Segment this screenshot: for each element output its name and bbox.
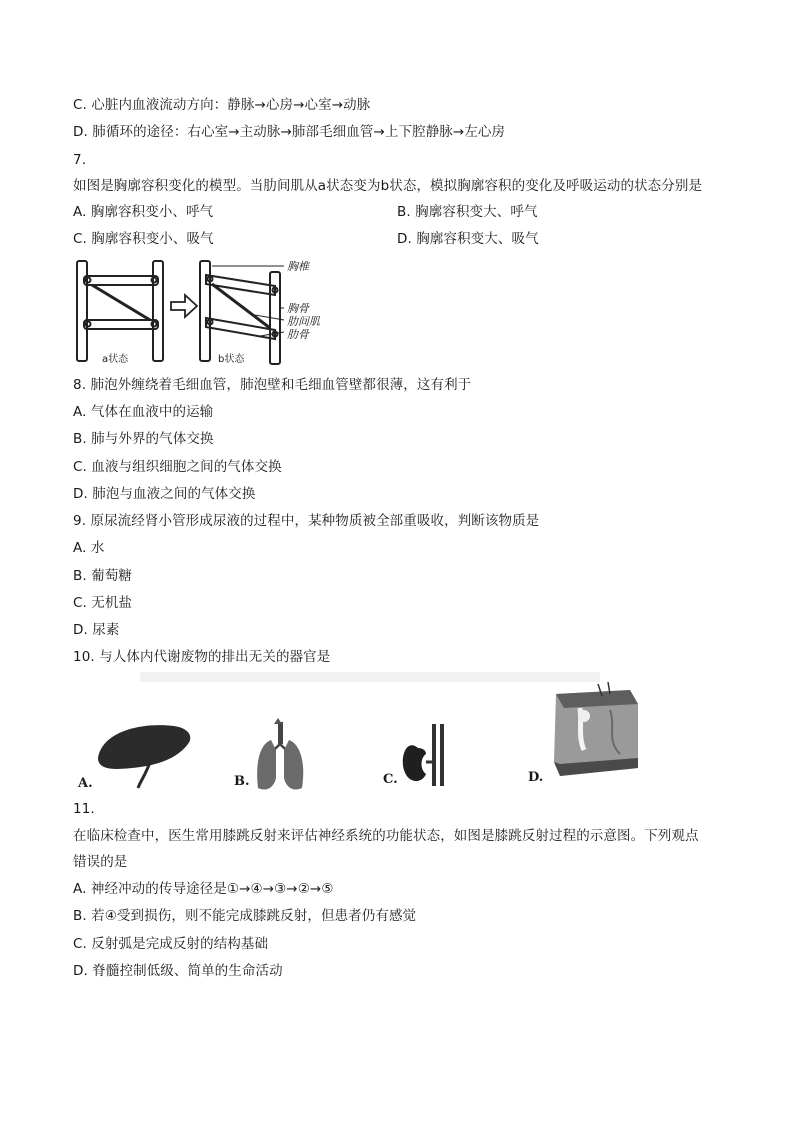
q7-option-a: A. 胸廓容积变小、呼气 — [73, 204, 214, 220]
liver-image — [98, 725, 190, 788]
transition-arrow-icon — [171, 295, 197, 317]
label-a-state: a状态 — [102, 354, 129, 365]
q6-option-d: D. 肺循环的途径：右心室→主动脉→肺部毛细血管→上下腔静脉→左心房 — [73, 124, 506, 140]
label-spine: 胸椎 — [287, 260, 309, 273]
label-intercostal: 肋间肌 — [287, 315, 320, 328]
q10-option-c-label: C. — [383, 772, 398, 787]
q10-option-b-label: B. — [234, 774, 250, 789]
q10-organs-figure — [70, 670, 670, 795]
q11-option-b: B. 若④受到损伤，则不能完成膝跳反射，但患者仍有感觉 — [73, 908, 417, 924]
q7-option-c: C. 胸廓容积变小、吸气 — [73, 231, 214, 247]
q9-option-c: C. 无机盐 — [73, 595, 133, 611]
skin-block-image — [554, 682, 638, 776]
q11-option-d: D. 脊髓控制低级、简单的生命活动 — [73, 963, 283, 979]
kidney-image — [403, 724, 444, 786]
q11-stem-line2: 错误的是 — [73, 854, 128, 870]
q7-number: 7. — [73, 152, 87, 168]
q11-stem-line1: 在临床检查中，医生常用膝跳反射来评估神经系统的功能状态，如图是膝跳反射过程的示意图。下列观点 — [73, 828, 699, 844]
q8-option-b: B. 肺与外界的气体交换 — [73, 431, 214, 447]
b-lower-rib — [206, 318, 275, 339]
q7-option-b: B. 胸廓容积变大、呼气 — [397, 204, 538, 220]
q8-option-d: D. 肺泡与血液之间的气体交换 — [73, 486, 256, 502]
label-rib: 肋骨 — [287, 328, 309, 341]
lungs-image — [257, 718, 303, 790]
q9-option-b: B. 葡萄糖 — [73, 568, 132, 584]
q9-stem: 9. 原尿流经肾小管形成尿液的过程中，某种物质被全部重吸收，判断该物质是 — [73, 513, 540, 529]
q10-stem: 10. 与人体内代谢废物的排出无关的器官是 — [73, 649, 331, 665]
a-lower-rib — [84, 320, 158, 329]
q11-option-c: C. 反射弧是完成反射的结构基础 — [73, 936, 269, 952]
q9-option-d: D. 尿素 — [73, 622, 120, 638]
label-b-state: b状态 — [218, 354, 245, 365]
q6-option-c: C. 心脏内血液流动方向：静脉→心房→心室→动脉 — [73, 97, 371, 113]
q7-thorax-model-figure — [70, 258, 360, 368]
b-upper-rib — [206, 275, 275, 295]
q8-option-a: A. 气体在血液中的运输 — [73, 404, 214, 420]
a-upper-rib — [84, 276, 158, 285]
q10-option-a-label: A. — [78, 776, 93, 791]
q8-option-c: C. 血液与组织细胞之间的气体交换 — [73, 459, 282, 475]
q7-option-d: D. 胸廓容积变大、吸气 — [397, 231, 539, 247]
q8-stem: 8. 肺泡外缠绕着毛细血管，肺泡壁和毛细血管壁都很薄，这有利于 — [73, 377, 472, 393]
q11-number: 11. — [73, 801, 95, 817]
q10-option-d-label: D. — [528, 770, 544, 785]
q9-option-a: A. 水 — [73, 540, 105, 556]
a-intercostal — [92, 285, 150, 320]
q11-option-a: A. 神经冲动的传导途径是①→④→③→②→⑤ — [73, 881, 334, 897]
label-sternum: 胸骨 — [287, 302, 309, 315]
q7-stem: 如图是胸廓容积变化的模型。当肋间肌从a状态变为b状态，模拟胸廓容积的变化及呼吸运动的状态分别是 — [73, 178, 703, 194]
